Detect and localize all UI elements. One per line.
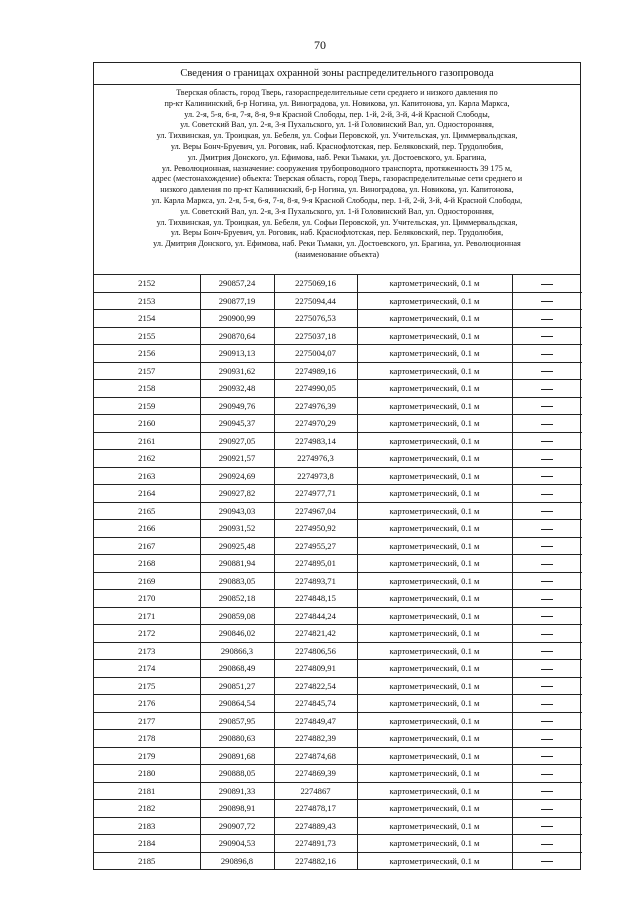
dash-mark: [541, 564, 553, 565]
x-coordinate-cell: 290877,19: [200, 292, 274, 310]
description-line: ул. 2-я, 5-я, 6-я, 7-я, 8-я, 9-я Красной Слободы, пер. 1-й, 2-й, 3-й, 4-й Красной Слободы,: [184, 109, 490, 119]
description-line: низкого давления по пр-кт Калининский, б-р Ногина, ул. Виноградова, ул. Новикова, ул. Капитонова,: [160, 185, 514, 195]
point-number-cell: 2167: [94, 537, 200, 555]
coordinates-table: [94, 275, 582, 869]
point-number-cell: 2165: [94, 502, 200, 520]
x-coordinate-cell: 290949,76: [200, 397, 274, 415]
x-coordinate-cell: 290864,54: [200, 695, 274, 713]
method-cell: картометрический, 0.1 м: [357, 590, 512, 608]
x-coordinate-cell: 290927,05: [200, 432, 274, 450]
dash-mark: [541, 599, 553, 600]
table-row: [94, 695, 582, 713]
y-coordinate-cell: 2274821,42: [274, 625, 357, 643]
y-coordinate-cell: 2274989,16: [274, 362, 357, 380]
dash-mark: [541, 774, 553, 775]
method-cell: картометрический, 0.1 м: [357, 677, 512, 695]
point-number-cell: 2168: [94, 555, 200, 573]
method-cell: картометрический, 0.1 м: [357, 852, 512, 869]
table-row: [94, 765, 582, 783]
x-coordinate-cell: 290888,05: [200, 765, 274, 783]
y-coordinate-cell: 2275004,07: [274, 345, 357, 363]
dash-mark: [541, 284, 553, 285]
y-coordinate-cell: 2274977,71: [274, 485, 357, 503]
description-cell: [512, 747, 582, 765]
dash-mark: [541, 546, 553, 547]
description-line: ул. Революционная, назначение: сооружения трубопроводного транспорта, протяженность 39 175 м,: [161, 163, 513, 173]
x-coordinate-cell: 290891,33: [200, 782, 274, 800]
description-cell: [512, 432, 582, 450]
description-line: пр-кт Калининский, б-р Ногина, ул. Виноградова, ул. Новикова, ул. Капитонова, ул. Карла Маркса,: [164, 98, 510, 108]
table-row: [94, 520, 582, 538]
dash-mark: [541, 844, 553, 845]
x-coordinate-cell: 290896,8: [200, 852, 274, 869]
method-cell: картометрический, 0.1 м: [357, 782, 512, 800]
y-coordinate-cell: 2274967,04: [274, 502, 357, 520]
description-line: ул. Советский Вал, ул. 2-я, 3-я Пухальского, ул. 1-й Головинский Вал, ул. Односторонняя,: [180, 206, 494, 216]
dash-mark: [541, 826, 553, 827]
description-cell: [512, 607, 582, 625]
description-cell: [512, 677, 582, 695]
dash-mark: [541, 686, 553, 687]
description-line: ул. Советский Вал, ул. 2-я, 3-я Пухальского, ул. 1-й Головинский Вал, ул. Односторонняя,: [180, 120, 494, 130]
x-coordinate-cell: 290881,94: [200, 555, 274, 573]
point-number-cell: 2183: [94, 817, 200, 835]
point-number-cell: 2174: [94, 660, 200, 678]
point-number-cell: 2162: [94, 450, 200, 468]
point-number-cell: 2169: [94, 572, 200, 590]
y-coordinate-cell: 2274844,24: [274, 607, 357, 625]
method-cell: картометрический, 0.1 м: [357, 502, 512, 520]
description-cell: [512, 310, 582, 328]
dash-mark: [541, 354, 553, 355]
dash-mark: [541, 529, 553, 530]
x-coordinate-cell: 290932,48: [200, 380, 274, 398]
method-cell: картометрический, 0.1 м: [357, 730, 512, 748]
description-line: ул. Веры Бонч-Бруевич, ул. Роговик, наб. Краснофлотская, пер. Беляковский, пер. Трудолюбия,: [170, 228, 504, 238]
description-cell: [512, 695, 582, 713]
y-coordinate-cell: 2274809,91: [274, 660, 357, 678]
method-cell: картометрический, 0.1 м: [357, 660, 512, 678]
x-coordinate-cell: 290868,49: [200, 660, 274, 678]
point-number-cell: 2175: [94, 677, 200, 695]
y-coordinate-cell: 2274983,14: [274, 432, 357, 450]
description-cell: [512, 537, 582, 555]
description-cell: [512, 765, 582, 783]
description-cell: [512, 852, 582, 869]
dash-mark: [541, 581, 553, 582]
method-cell: картометрический, 0.1 м: [357, 485, 512, 503]
y-coordinate-cell: 2274845,74: [274, 695, 357, 713]
x-coordinate-cell: 290925,48: [200, 537, 274, 555]
table-row: [94, 712, 582, 730]
y-coordinate-cell: 2274869,39: [274, 765, 357, 783]
method-cell: картометрический, 0.1 м: [357, 310, 512, 328]
method-cell: картометрический, 0.1 м: [357, 835, 512, 853]
table-row: [94, 345, 582, 363]
point-number-cell: 2184: [94, 835, 200, 853]
y-coordinate-cell: 2275094,44: [274, 292, 357, 310]
point-number-cell: 2172: [94, 625, 200, 643]
method-cell: картометрический, 0.1 м: [357, 467, 512, 485]
y-coordinate-cell: 2274878,17: [274, 800, 357, 818]
x-coordinate-cell: 290891,68: [200, 747, 274, 765]
y-coordinate-cell: 2274955,27: [274, 537, 357, 555]
description-cell: [512, 730, 582, 748]
point-number-cell: 2153: [94, 292, 200, 310]
point-number-cell: 2159: [94, 397, 200, 415]
method-cell: картометрический, 0.1 м: [357, 520, 512, 538]
table-row: [94, 537, 582, 555]
description-cell: [512, 800, 582, 818]
method-cell: картометрический, 0.1 м: [357, 555, 512, 573]
point-number-cell: 2176: [94, 695, 200, 713]
point-number-cell: 2154: [94, 310, 200, 328]
dash-mark: [541, 441, 553, 442]
y-coordinate-cell: 2274882,16: [274, 852, 357, 869]
description-line: ул. Веры Бонч-Бруевич, ул. Роговик, наб. Краснофлотская, пер. Беляковский, пер. Трудолюбия,: [170, 141, 504, 151]
table-row: [94, 800, 582, 818]
point-number-cell: 2178: [94, 730, 200, 748]
x-coordinate-cell: 290866,3: [200, 642, 274, 660]
x-coordinate-cell: 290921,57: [200, 450, 274, 468]
table-row: [94, 817, 582, 835]
point-number-cell: 2157: [94, 362, 200, 380]
description-cell: [512, 397, 582, 415]
table-row: [94, 782, 582, 800]
dash-mark: [541, 809, 553, 810]
description-cell: [512, 625, 582, 643]
y-coordinate-cell: 2274990,05: [274, 380, 357, 398]
y-coordinate-cell: 2274874,68: [274, 747, 357, 765]
method-cell: картометрический, 0.1 м: [357, 415, 512, 433]
table-row: [94, 747, 582, 765]
method-cell: картометрический, 0.1 м: [357, 380, 512, 398]
x-coordinate-cell: 290857,95: [200, 712, 274, 730]
dash-mark: [541, 791, 553, 792]
table-row: [94, 380, 582, 398]
table-row: [94, 607, 582, 625]
x-coordinate-cell: 290907,72: [200, 817, 274, 835]
x-coordinate-cell: 290857,24: [200, 275, 274, 292]
table-row: [94, 852, 582, 869]
page-number: 70: [314, 38, 326, 52]
dash-mark: [541, 389, 553, 390]
description-cell: [512, 642, 582, 660]
table-row: [94, 660, 582, 678]
description-cell: [512, 520, 582, 538]
point-number-cell: 2171: [94, 607, 200, 625]
dash-mark: [541, 651, 553, 652]
method-cell: картометрический, 0.1 м: [357, 327, 512, 345]
table-row: [94, 397, 582, 415]
description-cell: [512, 590, 582, 608]
point-number-cell: 2163: [94, 467, 200, 485]
description-line: ул. Тихвинская, ул. Троицкая, ул. Бебеля, ул. Софьи Перовской, ул. Учительская, ул. Циммервальдская,: [156, 217, 518, 227]
table-row: [94, 415, 582, 433]
x-coordinate-cell: 290880,63: [200, 730, 274, 748]
y-coordinate-cell: 2274950,92: [274, 520, 357, 538]
table-row: [94, 625, 582, 643]
dash-mark: [541, 756, 553, 757]
method-cell: картометрический, 0.1 м: [357, 362, 512, 380]
y-coordinate-cell: 2274970,29: [274, 415, 357, 433]
dash-mark: [541, 424, 553, 425]
dash-mark: [541, 721, 553, 722]
y-coordinate-cell: 2274882,39: [274, 730, 357, 748]
description-cell: [512, 485, 582, 503]
y-coordinate-cell: 2274889,43: [274, 817, 357, 835]
description-cell: [512, 467, 582, 485]
table-row: [94, 310, 582, 328]
description-line: ул. Дмитрия Донского, ул. Ефимова, наб. Реки Тьмаки, ул. Достоевского, ул. Брагина,: [187, 152, 487, 162]
y-coordinate-cell: 2274806,56: [274, 642, 357, 660]
table-row: [94, 467, 582, 485]
y-coordinate-cell: 2275076,53: [274, 310, 357, 328]
method-cell: картометрический, 0.1 м: [357, 275, 512, 292]
method-cell: картометрический, 0.1 м: [357, 817, 512, 835]
y-coordinate-cell: 2274848,15: [274, 590, 357, 608]
x-coordinate-cell: 290900,99: [200, 310, 274, 328]
method-cell: картометрический, 0.1 м: [357, 607, 512, 625]
method-cell: картометрический, 0.1 м: [357, 642, 512, 660]
dash-mark: [541, 511, 553, 512]
point-number-cell: 2170: [94, 590, 200, 608]
table-row: [94, 275, 582, 292]
dash-mark: [541, 336, 553, 337]
description-line: Тверская область, город Тверь, газораспределительные сети среднего и низкого давления по: [176, 88, 498, 97]
point-number-cell: 2180: [94, 765, 200, 783]
method-cell: картометрический, 0.1 м: [357, 397, 512, 415]
point-number-cell: 2182: [94, 800, 200, 818]
dash-mark: [541, 739, 553, 740]
point-number-cell: 2164: [94, 485, 200, 503]
description-cell: [512, 817, 582, 835]
method-cell: картометрический, 0.1 м: [357, 712, 512, 730]
method-cell: картометрический, 0.1 м: [357, 537, 512, 555]
x-coordinate-cell: 290913,13: [200, 345, 274, 363]
description-cell: [512, 292, 582, 310]
y-coordinate-cell: 2275037,18: [274, 327, 357, 345]
dash-mark: [541, 319, 553, 320]
dash-mark: [541, 371, 553, 372]
dash-mark: [541, 406, 553, 407]
method-cell: картометрический, 0.1 м: [357, 765, 512, 783]
description-line: ул. Дмитрия Донского, ул. Ефимова, наб. Реки Тьмаки, ул. Достоевского, ул. Брагина, ул. Революционная: [153, 239, 521, 249]
point-number-cell: 2166: [94, 520, 200, 538]
description-cell: [512, 572, 582, 590]
y-coordinate-cell: 2274893,71: [274, 572, 357, 590]
table-row: [94, 730, 582, 748]
point-number-cell: 2160: [94, 415, 200, 433]
table-row: [94, 572, 582, 590]
method-cell: картометрический, 0.1 м: [357, 800, 512, 818]
table-row: [94, 327, 582, 345]
method-cell: картометрический, 0.1 м: [357, 572, 512, 590]
x-coordinate-cell: 290898,91: [200, 800, 274, 818]
point-number-cell: 2152: [94, 275, 200, 292]
table-row: [94, 555, 582, 573]
y-coordinate-cell: 2274973,8: [274, 467, 357, 485]
dash-mark: [541, 861, 553, 862]
table-row: [94, 292, 582, 310]
description-cell: [512, 415, 582, 433]
description-line: ул. Карла Маркса, ул. 2-я, 5-я, 6-я, 7-я, 8-я, 9-я Красной Слободы, пер. 1-й, 2-й, 3-й, 4-й Красной Слободы,: [151, 195, 523, 205]
method-cell: картометрический, 0.1 м: [357, 695, 512, 713]
description-cell: [512, 362, 582, 380]
object-description: [94, 85, 580, 275]
x-coordinate-cell: 290859,08: [200, 607, 274, 625]
description-cell: [512, 555, 582, 573]
y-coordinate-cell: 2274891,73: [274, 835, 357, 853]
method-cell: картометрический, 0.1 м: [357, 450, 512, 468]
description-cell: [512, 835, 582, 853]
table-row: [94, 835, 582, 853]
x-coordinate-cell: 290943,03: [200, 502, 274, 520]
point-number-cell: 2185: [94, 852, 200, 869]
description-line: (наименование объекта): [294, 249, 380, 259]
point-number-cell: 2158: [94, 380, 200, 398]
point-number-cell: 2179: [94, 747, 200, 765]
description-cell: [512, 712, 582, 730]
method-cell: картометрический, 0.1 м: [357, 625, 512, 643]
dash-mark: [541, 669, 553, 670]
y-coordinate-cell: 2274822,54: [274, 677, 357, 695]
table-row: [94, 590, 582, 608]
y-coordinate-cell: 2274849,47: [274, 712, 357, 730]
point-number-cell: 2161: [94, 432, 200, 450]
x-coordinate-cell: 290846,02: [200, 625, 274, 643]
method-cell: картометрический, 0.1 м: [357, 292, 512, 310]
dash-mark: [541, 459, 553, 460]
description-cell: [512, 450, 582, 468]
y-coordinate-cell: 2275069,16: [274, 275, 357, 292]
x-coordinate-cell: 290931,52: [200, 520, 274, 538]
dash-mark: [541, 704, 553, 705]
y-coordinate-cell: 2274867: [274, 782, 357, 800]
zone-document: [93, 62, 581, 870]
point-number-cell: 2177: [94, 712, 200, 730]
dash-mark: [541, 476, 553, 477]
dash-mark: [541, 494, 553, 495]
x-coordinate-cell: 290904,53: [200, 835, 274, 853]
dash-mark: [541, 634, 553, 635]
method-cell: картометрический, 0.1 м: [357, 432, 512, 450]
x-coordinate-cell: 290924,69: [200, 467, 274, 485]
x-coordinate-cell: 290927,82: [200, 485, 274, 503]
description-line: ул. Тихвинская, ул. Троицкая, ул. Бебеля, ул. Софьи Перовской, ул. Учительская, ул. Циммервальдская,: [156, 131, 518, 141]
point-number-cell: 2155: [94, 327, 200, 345]
x-coordinate-cell: 290851,27: [200, 677, 274, 695]
point-number-cell: 2173: [94, 642, 200, 660]
table-row: [94, 432, 582, 450]
table-row: [94, 450, 582, 468]
description-cell: [512, 502, 582, 520]
table-row: [94, 485, 582, 503]
y-coordinate-cell: 2274976,3: [274, 450, 357, 468]
x-coordinate-cell: 290945,37: [200, 415, 274, 433]
x-coordinate-cell: 290883,05: [200, 572, 274, 590]
table-row: [94, 362, 582, 380]
y-coordinate-cell: 2274895,01: [274, 555, 357, 573]
table-row: [94, 502, 582, 520]
document-title: Сведения о границах охранной зоны распределительного газопровода: [94, 63, 580, 85]
x-coordinate-cell: 290870,64: [200, 327, 274, 345]
table-row: [94, 642, 582, 660]
point-number-cell: 2181: [94, 782, 200, 800]
description-cell: [512, 660, 582, 678]
table-row: [94, 677, 582, 695]
method-cell: картометрический, 0.1 м: [357, 747, 512, 765]
x-coordinate-cell: 290852,18: [200, 590, 274, 608]
description-line: адрес (местонахождение) объекта: Тверская область, город Тверь, газораспределительные сети среднего и: [151, 174, 523, 184]
description-cell: [512, 345, 582, 363]
description-cell: [512, 275, 582, 292]
dash-mark: [541, 301, 553, 302]
description-cell: [512, 380, 582, 398]
description-cell: [512, 782, 582, 800]
x-coordinate-cell: 290931,62: [200, 362, 274, 380]
y-coordinate-cell: 2274976,39: [274, 397, 357, 415]
point-number-cell: 2156: [94, 345, 200, 363]
dash-mark: [541, 616, 553, 617]
method-cell: картометрический, 0.1 м: [357, 345, 512, 363]
description-cell: [512, 327, 582, 345]
